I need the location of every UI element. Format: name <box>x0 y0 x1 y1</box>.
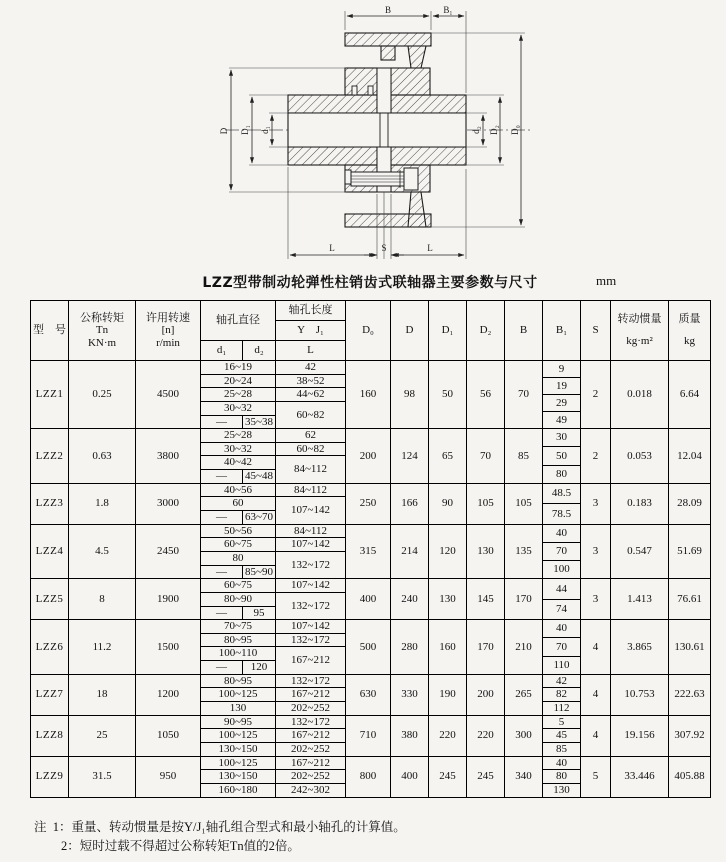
spec-row <box>31 756 711 770</box>
cell-speed: 1900 <box>136 579 201 620</box>
cell-D: 400 <box>391 756 429 797</box>
cell-inertia: 0.053 <box>611 429 669 484</box>
cell-model: LZZ6 <box>31 620 69 675</box>
header-inertia-line2: kg·m² <box>626 335 653 347</box>
header-bore-dia: 轴孔直径 <box>201 301 276 341</box>
cell-bore-length: 132~172 <box>276 592 346 619</box>
b1-value: 80 <box>556 467 567 480</box>
cell-bore-length: 202~252 <box>276 770 346 784</box>
label-S: S <box>381 243 387 253</box>
header-D2: D₂ <box>467 301 505 361</box>
cell-D0: 710 <box>346 715 391 756</box>
header-S: S <box>581 301 611 361</box>
cell-bore-d1: — <box>201 511 243 525</box>
header-D1: D₁ <box>429 301 467 361</box>
note-item-1: 1：重量、转动惯量是按Y/J₁轴孔组合型式和最小轴孔的计算值。 <box>52 820 406 834</box>
cell-torque: 0.63 <box>69 429 136 484</box>
b1-value: 42 <box>543 675 580 689</box>
cell-bore-range: 25~28 <box>201 429 276 443</box>
notes <box>34 818 694 856</box>
label-D1: D₁ <box>240 125 250 135</box>
cell-bore-range: 80~95 <box>201 674 276 688</box>
header-D: D <box>391 301 429 361</box>
cell-speed: 3000 <box>136 483 201 524</box>
cell-bore-range: 30~32 <box>201 401 276 415</box>
cell-inertia: 3.865 <box>611 620 669 675</box>
pin-top-2 <box>368 86 373 95</box>
cell-model: LZZ3 <box>31 483 69 524</box>
cell-speed: 950 <box>136 756 201 797</box>
header-B1: B₁ <box>543 301 581 361</box>
cell-bore-d2: 45~48 <box>243 470 276 484</box>
b1-stack <box>543 484 580 524</box>
cell-bore-range: 100~125 <box>201 756 276 770</box>
header-speed-line1: 许用转速 <box>146 311 190 324</box>
cell-bore-length: 107~142 <box>276 579 346 593</box>
page-title: LZZ型带制动轮弹性柱销齿式联轴器主要参数与尺寸 <box>202 275 538 291</box>
cell-B1 <box>543 620 581 675</box>
b1-value: 110 <box>553 658 570 671</box>
right-hub-bottom-wall <box>391 147 466 165</box>
note-line-1 <box>34 818 694 837</box>
b1-value: 40 <box>543 620 580 638</box>
header-bore-len: 轴孔长度 <box>276 301 346 321</box>
cell-inertia: 19.156 <box>611 715 669 756</box>
cell-D2: 56 <box>467 361 505 429</box>
cell-bore-d1: — <box>201 606 243 620</box>
cell-bore-length: 60~82 <box>276 442 346 456</box>
b1-value: 5 <box>543 716 580 730</box>
cell-D1: 50 <box>429 361 467 429</box>
spec-row <box>31 483 711 497</box>
cell-B1 <box>543 674 581 715</box>
cell-bore-range: 100~125 <box>201 729 276 743</box>
b1-stack <box>543 429 580 483</box>
b1-value: 40 <box>543 525 580 543</box>
b1-value: 82 <box>543 688 580 702</box>
cell-model: LZZ5 <box>31 579 69 620</box>
header-L: L <box>276 341 346 361</box>
spec-row <box>31 361 711 375</box>
label-D0: D₀ <box>510 125 520 135</box>
cell-D0: 630 <box>346 674 391 715</box>
cell-bore-range: 40~56 <box>201 483 276 497</box>
cell-bore-range: 100~125 <box>201 688 276 702</box>
cell-D: 280 <box>391 620 429 675</box>
cell-B1 <box>543 361 581 429</box>
cell-bore-d1: — <box>201 415 243 429</box>
header-mass-line2: kg <box>684 335 695 347</box>
cell-D1: 90 <box>429 483 467 524</box>
header-mass <box>669 301 711 361</box>
cell-D: 380 <box>391 715 429 756</box>
cell-D: 124 <box>391 429 429 484</box>
cell-model: LZZ8 <box>31 715 69 756</box>
cell-bore-length: 107~142 <box>276 497 346 524</box>
unit-label: mm <box>596 273 617 288</box>
cell-D1: 245 <box>429 756 467 797</box>
spec-table-header <box>31 301 711 361</box>
header-speed-line3: r/min <box>156 336 180 349</box>
cell-S: 4 <box>581 715 611 756</box>
cell-bore-d1: — <box>201 565 243 579</box>
b1-value: 44 <box>543 579 580 599</box>
cell-B: 85 <box>505 429 543 484</box>
pin-top-1 <box>352 86 357 95</box>
cell-mass: 130.61 <box>669 620 711 675</box>
cell-D1: 120 <box>429 524 467 579</box>
cell-inertia: 0.547 <box>611 524 669 579</box>
cell-bore-length: 132~172 <box>276 633 346 647</box>
cell-B: 340 <box>505 756 543 797</box>
cell-torque: 1.8 <box>69 483 136 524</box>
cell-torque: 4.5 <box>69 524 136 579</box>
spec-row <box>31 620 711 634</box>
cell-B1 <box>543 429 581 484</box>
cell-bore-range: 16~19 <box>201 361 276 375</box>
cell-S: 5 <box>581 756 611 797</box>
cell-bore-length: 107~142 <box>276 538 346 552</box>
cell-speed: 2450 <box>136 524 201 579</box>
cell-D1: 160 <box>429 620 467 675</box>
cell-bore-length: 167~212 <box>276 647 346 674</box>
cell-D0: 315 <box>346 524 391 579</box>
cell-bore-length: 84~112 <box>276 456 346 483</box>
cell-D: 98 <box>391 361 429 429</box>
b1-stack <box>543 716 580 756</box>
cell-torque: 25 <box>69 715 136 756</box>
cell-D1: 65 <box>429 429 467 484</box>
header-d1: d₁ <box>201 341 243 361</box>
note-line-2 <box>34 837 694 856</box>
cell-model: LZZ1 <box>31 361 69 429</box>
header-mass-gap <box>669 326 710 335</box>
cell-bore-d2: 63~70 <box>243 511 276 525</box>
spec-row <box>31 674 711 688</box>
cell-B: 105 <box>505 483 543 524</box>
cell-bore-range: 130 <box>201 702 276 716</box>
header-B: B <box>505 301 543 361</box>
cell-D2: 145 <box>467 579 505 620</box>
b1-value: 45 <box>543 729 580 743</box>
b1-value: 130 <box>553 783 570 796</box>
b1-stack <box>543 620 580 674</box>
cell-B: 210 <box>505 620 543 675</box>
cell-B1 <box>543 524 581 579</box>
note-item-2: 2：短时过载不得超过公称转矩Tn值的2倍。 <box>61 838 300 853</box>
b1-stack <box>543 579 580 619</box>
cell-speed: 1500 <box>136 620 201 675</box>
cell-S: 3 <box>581 579 611 620</box>
header-speed-line2: [n] <box>161 324 175 337</box>
cell-torque: 18 <box>69 674 136 715</box>
cell-bore-length: 84~112 <box>276 524 346 538</box>
b1-value: 74 <box>556 603 567 616</box>
b1-value: 112 <box>553 702 570 715</box>
cell-bore-range: 100~110 <box>201 647 276 661</box>
spec-row <box>31 429 711 443</box>
cell-model: LZZ4 <box>31 524 69 579</box>
b1-value: 49 <box>556 413 567 426</box>
cell-bore-length: 60~82 <box>276 401 346 428</box>
cell-D: 240 <box>391 579 429 620</box>
header-yj: Y J₁ <box>276 321 346 341</box>
cell-mass: 51.69 <box>669 524 711 579</box>
b1-value: 29 <box>543 395 580 412</box>
header-D0: D₀ <box>346 301 391 361</box>
b1-value: 100 <box>553 563 570 576</box>
cell-bore-range: 160~180 <box>201 783 276 797</box>
cell-S: 4 <box>581 620 611 675</box>
cell-bore-length: 84~112 <box>276 483 346 497</box>
cell-D0: 500 <box>346 620 391 675</box>
b1-value: 50 <box>543 447 580 465</box>
cell-bore-range: 90~95 <box>201 715 276 729</box>
cell-D2: 200 <box>467 674 505 715</box>
brake-wheel-rim-top <box>345 33 431 46</box>
label-d2: d₂ <box>471 126 481 134</box>
cell-mass: 12.04 <box>669 429 711 484</box>
label-D2: D₂ <box>489 125 499 135</box>
label-d1: d₁ <box>260 126 270 134</box>
coupling-section-drawing <box>0 0 726 272</box>
cell-bore-length: 132~172 <box>276 674 346 688</box>
label-L-right: L <box>427 243 433 253</box>
cell-inertia: 10.753 <box>611 674 669 715</box>
cell-model: LZZ2 <box>31 429 69 484</box>
cell-bore-length: 107~142 <box>276 620 346 634</box>
cell-D: 166 <box>391 483 429 524</box>
cell-D2: 70 <box>467 429 505 484</box>
b1-value: 70 <box>543 543 580 561</box>
cell-B: 135 <box>505 524 543 579</box>
cell-mass: 76.61 <box>669 579 711 620</box>
cell-B: 70 <box>505 361 543 429</box>
cell-bore-range: 60~75 <box>201 538 276 552</box>
cell-bore-range: 40~42 <box>201 456 276 470</box>
cell-bore-range: 130~150 <box>201 770 276 784</box>
b1-value: 48.5 <box>543 484 580 504</box>
header-mass-line1: 质量 <box>678 313 701 326</box>
bolt-retainer <box>345 170 351 184</box>
cell-D2: 245 <box>467 756 505 797</box>
b1-value: 78.5 <box>551 507 572 520</box>
cell-D0: 800 <box>346 756 391 797</box>
spec-table-body <box>31 361 711 798</box>
header-d2: d₂ <box>243 341 276 361</box>
cell-D2: 130 <box>467 524 505 579</box>
cell-bore-range: 20~24 <box>201 374 276 388</box>
header-torque <box>69 301 136 361</box>
cell-D: 330 <box>391 674 429 715</box>
b1-value: 30 <box>543 429 580 447</box>
cell-B1 <box>543 756 581 797</box>
header-inertia-gap <box>611 326 668 335</box>
brake-wheel-web-bottom <box>408 192 426 227</box>
cell-D1: 190 <box>429 674 467 715</box>
cell-bore-length: 167~212 <box>276 729 346 743</box>
cell-torque: 31.5 <box>69 756 136 797</box>
label-B1: B₁ <box>443 5 453 15</box>
spec-row <box>31 579 711 593</box>
cell-torque: 8 <box>69 579 136 620</box>
cell-D0: 160 <box>346 361 391 429</box>
b1-stack <box>543 361 580 428</box>
cell-bore-length: 38~52 <box>276 374 346 388</box>
cell-S: 3 <box>581 483 611 524</box>
cell-bore-d1: — <box>201 470 243 484</box>
b1-stack <box>543 675 580 715</box>
label-B: B <box>384 5 392 15</box>
cell-bore-range: 80~95 <box>201 633 276 647</box>
cell-bore-d2: 35~38 <box>243 415 276 429</box>
b1-value: 70 <box>543 638 580 656</box>
cell-D0: 200 <box>346 429 391 484</box>
cell-S: 2 <box>581 429 611 484</box>
cell-D2: 170 <box>467 620 505 675</box>
cell-bore-range: 25~28 <box>201 388 276 402</box>
header-torque-line2: Tn <box>95 324 109 337</box>
cell-mass: 222.63 <box>669 674 711 715</box>
cell-B1 <box>543 579 581 620</box>
b1-value: 19 <box>543 378 580 395</box>
cell-bore-length: 132~172 <box>276 715 346 729</box>
cell-bore-length: 202~252 <box>276 702 346 716</box>
b1-value: 85 <box>556 742 567 755</box>
cell-bore-length: 167~212 <box>276 756 346 770</box>
right-hub-top-wall <box>391 95 466 113</box>
cell-inertia: 0.183 <box>611 483 669 524</box>
note-label: 注 <box>34 820 47 834</box>
cell-bore-d2: 95 <box>243 606 276 620</box>
header-model: 型 号 <box>31 301 69 361</box>
cell-D1: 130 <box>429 579 467 620</box>
cell-bore-length: 242~302 <box>276 783 346 797</box>
cell-D2: 105 <box>467 483 505 524</box>
cell-mass: 405.88 <box>669 756 711 797</box>
cell-speed: 1050 <box>136 715 201 756</box>
cell-mass: 28.09 <box>669 483 711 524</box>
cell-inertia: 1.413 <box>611 579 669 620</box>
cell-S: 2 <box>581 361 611 429</box>
cell-inertia: 33.446 <box>611 756 669 797</box>
b1-value: 80 <box>543 770 580 784</box>
cell-bore-length: 62 <box>276 429 346 443</box>
brake-wheel-web-top <box>408 46 426 68</box>
header-inertia-line1: 转动惯量 <box>617 313 662 326</box>
cell-speed: 3800 <box>136 429 201 484</box>
label-D: D <box>219 127 229 135</box>
cell-B1 <box>543 715 581 756</box>
cell-mass: 307.92 <box>669 715 711 756</box>
cell-mass: 6.64 <box>669 361 711 429</box>
header-speed <box>136 301 201 361</box>
spec-table <box>30 300 711 798</box>
cell-bore-range: 30~32 <box>201 442 276 456</box>
cell-bore-range: 130~150 <box>201 742 276 756</box>
cell-torque: 0.25 <box>69 361 136 429</box>
cell-bore-length: 167~212 <box>276 688 346 702</box>
header-torque-line1: 公称转矩 <box>80 311 124 324</box>
cell-D: 214 <box>391 524 429 579</box>
spec-row <box>31 715 711 729</box>
cell-speed: 1200 <box>136 674 201 715</box>
cell-B: 265 <box>505 674 543 715</box>
bolt-head <box>404 168 418 190</box>
cell-speed: 4500 <box>136 361 201 429</box>
cell-torque: 11.2 <box>69 620 136 675</box>
cell-bore-range: 50~56 <box>201 524 276 538</box>
cell-bore-d1: — <box>201 661 243 675</box>
cell-model: LZZ9 <box>31 756 69 797</box>
cell-bore-length: 202~252 <box>276 742 346 756</box>
cell-B1 <box>543 483 581 524</box>
cell-B: 300 <box>505 715 543 756</box>
cell-inertia: 0.018 <box>611 361 669 429</box>
cell-bore-length: 44~62 <box>276 388 346 402</box>
cell-S: 3 <box>581 524 611 579</box>
cell-S: 4 <box>581 674 611 715</box>
b1-stack <box>543 525 580 579</box>
bore <box>288 113 466 147</box>
header-inertia <box>611 301 669 361</box>
cell-bore-range: 80~90 <box>201 592 276 606</box>
header-torque-line3: KN·m <box>87 336 117 349</box>
spec-row <box>31 524 711 538</box>
drum-boss <box>381 46 395 60</box>
title-bar <box>30 272 710 296</box>
b1-stack <box>543 757 580 797</box>
b1-value: 40 <box>543 757 580 771</box>
label-L-left: L <box>329 243 335 253</box>
cell-bore-range: 80 <box>201 551 276 565</box>
cell-bore-length: 42 <box>276 361 346 375</box>
header-row-1 <box>31 301 711 321</box>
cell-bore-range: 70~75 <box>201 620 276 634</box>
cell-D1: 220 <box>429 715 467 756</box>
left-hub-bottom-wall <box>288 147 377 165</box>
cell-bore-d2: 120 <box>243 661 276 675</box>
cell-bore-length: 132~172 <box>276 551 346 578</box>
cell-bore-range: 60 <box>201 497 276 511</box>
cell-D0: 250 <box>346 483 391 524</box>
cell-model: LZZ7 <box>31 674 69 715</box>
cell-B: 170 <box>505 579 543 620</box>
right-flange-top <box>391 68 430 95</box>
cell-bore-range: 60~75 <box>201 579 276 593</box>
left-hub-top-wall <box>288 95 377 113</box>
cell-D2: 220 <box>467 715 505 756</box>
b1-value: 9 <box>543 361 580 378</box>
cell-bore-d2: 85~90 <box>243 565 276 579</box>
cell-D0: 400 <box>346 579 391 620</box>
